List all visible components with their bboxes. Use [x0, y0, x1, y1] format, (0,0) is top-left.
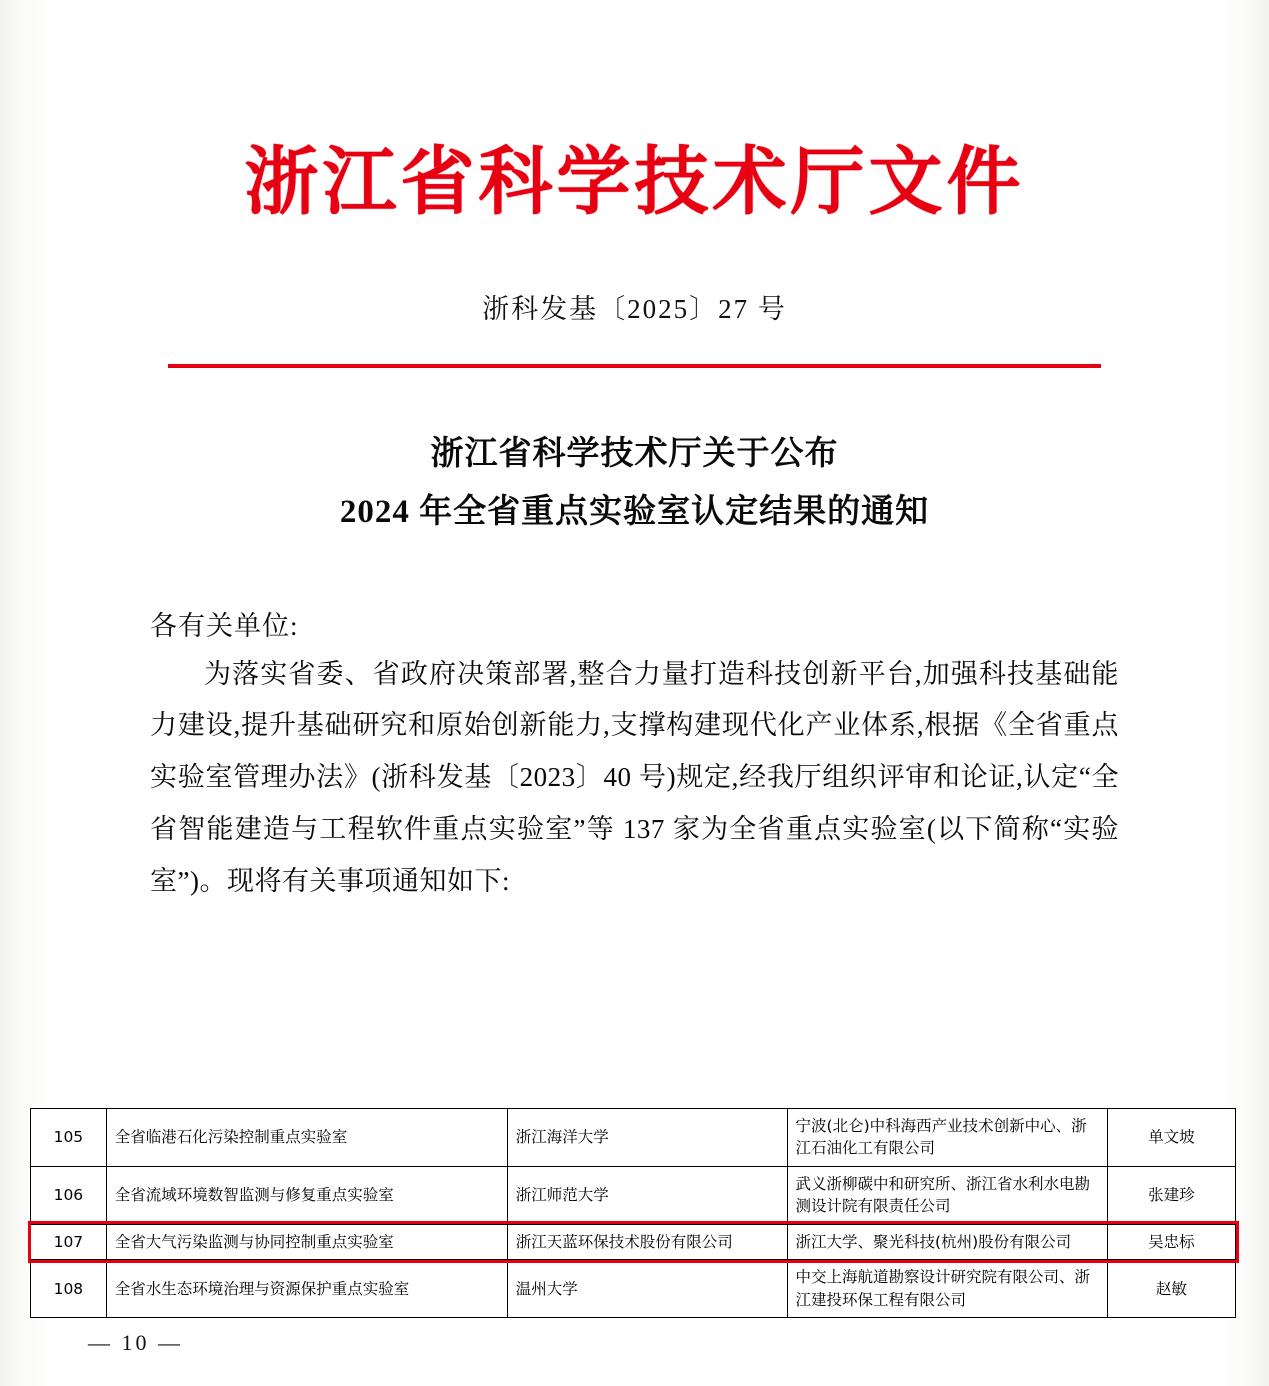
- row-index: 106: [31, 1166, 107, 1224]
- row-index: 108: [31, 1260, 107, 1318]
- row-participants: 宁波(北仑)中科海西产业技术创新中心、浙江石油化工有限公司: [787, 1109, 1107, 1167]
- row-index: 105: [31, 1109, 107, 1167]
- table-row-highlighted: [31, 1224, 1236, 1259]
- row-lab-name: 全省流域环境数智监测与修复重点实验室: [106, 1166, 507, 1224]
- salutation: 各有关单位:: [150, 610, 299, 641]
- row-organization: 温州大学: [507, 1260, 787, 1318]
- red-divider: [168, 364, 1101, 368]
- row-person: 吴忠标: [1107, 1224, 1235, 1259]
- row-person: 张建珍: [1107, 1166, 1235, 1224]
- notice-title-line-2: 2024 年全省重点实验室认定结果的通知: [339, 493, 930, 530]
- row-lab-name: 全省临港石化污染控制重点实验室: [106, 1109, 507, 1167]
- row-participants: 武义浙柳碳中和研究所、浙江省水利水电勘测设计院有限责任公司: [787, 1166, 1107, 1224]
- row-organization: 浙江海洋大学: [507, 1109, 787, 1167]
- row-lab-name: 全省大气污染监测与协同控制重点实验室: [106, 1224, 507, 1259]
- table-body: [31, 1109, 1236, 1318]
- row-lab-name: 全省水生态环境治理与资源保护重点实验室: [106, 1260, 507, 1318]
- lab-list-table-container: [30, 1108, 1236, 1318]
- table-row: [31, 1166, 1236, 1224]
- row-participants: 浙江大学、聚光科技(杭州)股份有限公司: [787, 1224, 1107, 1259]
- lab-list-table: [30, 1108, 1236, 1318]
- page-number: — 10 —: [88, 1330, 183, 1355]
- row-index: 107: [31, 1224, 107, 1259]
- row-organization: 浙江师范大学: [507, 1166, 787, 1224]
- row-person: 赵敏: [1107, 1260, 1235, 1318]
- row-organization: 浙江天蓝环保技术股份有限公司: [507, 1224, 787, 1259]
- document-number: 浙科发基〔2025〕27 号: [482, 294, 787, 325]
- row-participants: 中交上海航道勘察设计研究院有限公司、浙江建投环保工程有限公司: [787, 1260, 1107, 1318]
- notice-title: [150, 426, 1119, 542]
- body-paragraph-1: 为落实省委、省政府决策部署,整合力量打造科技创新平台,加强科技基础能力建设,提升基础研究和原始创新能力,支撑构建现代化产业体系,根据《全省重点实验室管理办法》(浙科发基〔2023〕40 号)规定,经我厅组织评审和论证,认定“全省智能建造与工程软件重点实验室”等 137 家为全省重点实验室(以下简称“实验室”)。现将有关事项通知如下:: [150, 658, 1119, 896]
- table-row: [31, 1260, 1236, 1318]
- notice-title-line-1: 浙江省科学技术厅关于公布: [430, 436, 839, 473]
- row-person: 单文坡: [1107, 1109, 1235, 1167]
- page-title: 浙江省科学技术厅文件: [244, 139, 1025, 225]
- table-row: [31, 1109, 1236, 1167]
